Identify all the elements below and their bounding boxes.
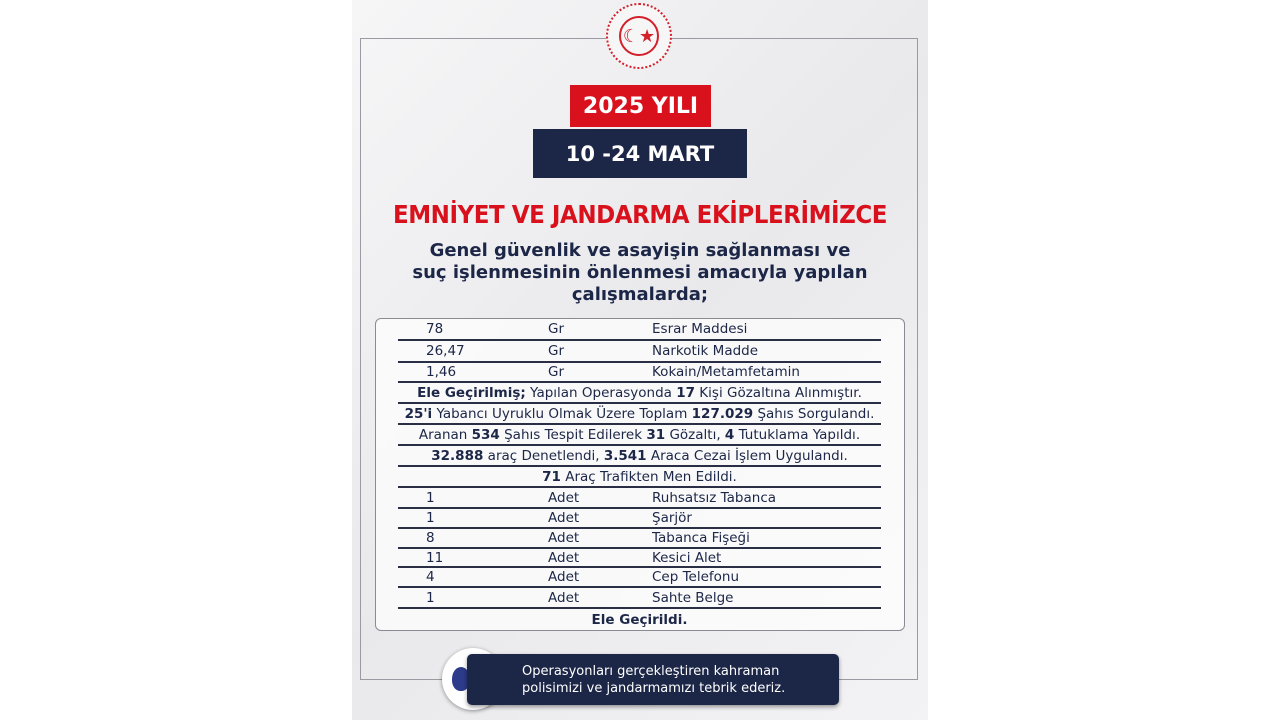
unit: Adet bbox=[548, 569, 580, 585]
amount: 26,47 bbox=[426, 343, 465, 359]
unit: Adet bbox=[548, 489, 580, 506]
statement-segment: araç Denetlendi, bbox=[483, 447, 604, 464]
unit: Gr bbox=[548, 364, 565, 380]
statement-segment: Yapılan Operasyonda bbox=[525, 384, 677, 401]
statement-segment: 534 bbox=[471, 426, 500, 443]
item-name: Ruhsatsız Tabanca bbox=[652, 489, 777, 506]
table-row bbox=[398, 549, 881, 568]
statement-segment: 71 bbox=[542, 468, 561, 485]
amount: 1,46 bbox=[426, 364, 457, 380]
statement-segment: Yabancı Uyruklu Olmak Üzere Toplam bbox=[432, 405, 692, 422]
unit: Adet bbox=[548, 510, 580, 526]
headline: EMNİYET VE JANDARMA EKİPLERİMİZCE bbox=[392, 200, 888, 229]
statement-segment: 17 bbox=[676, 384, 696, 401]
item-name: Sahte Belge bbox=[652, 589, 734, 606]
date-banner: 10 -24 MART bbox=[533, 129, 747, 178]
item-name: Tabanca Fişeği bbox=[652, 530, 750, 546]
item-name: Narkotik Madde bbox=[652, 343, 759, 359]
unit: Adet bbox=[548, 530, 580, 546]
closing-row bbox=[398, 609, 881, 630]
unit: Gr bbox=[548, 343, 565, 359]
statement-row bbox=[398, 383, 881, 404]
congratulations-banner bbox=[467, 654, 839, 705]
poster bbox=[352, 0, 928, 720]
subtitle: Genel güvenlik ve asayişin sağlanması ve suç işlenmesinin önlenmesi amacıyla yapılan çalışmalarda; bbox=[412, 240, 868, 305]
item-name: Esrar Maddesi bbox=[652, 320, 748, 337]
statement-segment: 25'i bbox=[404, 405, 433, 422]
amount: 4 bbox=[426, 569, 435, 585]
statement-row bbox=[398, 404, 881, 425]
footer-line-2: polisimizi ve jandarmamızı tebrik ederiz. bbox=[522, 681, 786, 696]
item-name: Cep Telefonu bbox=[652, 569, 740, 585]
item-name: Şarjör bbox=[652, 510, 692, 526]
statement-segment: Araç Trafikten Men Edildi. bbox=[560, 468, 737, 485]
statement-row bbox=[398, 446, 881, 467]
table-row bbox=[398, 568, 881, 588]
item-name: Kesici Alet bbox=[652, 549, 722, 566]
amount: 1 bbox=[426, 510, 435, 526]
statement-segment: Tutuklama Yapıldı. bbox=[734, 426, 861, 443]
statement-segment: Kişi Gözaltına Alınmıştır. bbox=[695, 384, 862, 401]
government-seal-icon: ☾★ bbox=[606, 3, 672, 69]
statement-segment: 32.888 bbox=[431, 447, 484, 464]
statement-segment: Şahıs Tespit Edilerek bbox=[499, 426, 647, 443]
table-row bbox=[398, 509, 881, 529]
statement-row bbox=[398, 467, 881, 488]
statement-segment: 31 bbox=[646, 426, 666, 443]
footer-line-1: Operasyonları gerçekleştiren kahraman bbox=[522, 664, 780, 679]
statement-segment: Ele Geçirilmiş; bbox=[417, 384, 526, 401]
item-name: Kokain/Metamfetamin bbox=[652, 364, 800, 380]
amount: 11 bbox=[426, 549, 444, 566]
statement-segment: Araca Cezai İşlem Uygulandı. bbox=[646, 447, 848, 464]
table-row bbox=[398, 488, 881, 509]
table-row bbox=[398, 529, 881, 549]
statement-segment: 4 bbox=[724, 426, 735, 443]
unit: Adet bbox=[548, 549, 580, 566]
table-row bbox=[398, 588, 881, 609]
table-row bbox=[398, 341, 881, 363]
closing-text: Ele Geçirildi. bbox=[591, 611, 688, 628]
amount: 78 bbox=[426, 320, 444, 337]
statement-segment: Şahıs Sorgulandı. bbox=[753, 405, 875, 422]
year-banner: 2025 YILI bbox=[570, 85, 711, 127]
table-row bbox=[398, 318, 881, 341]
unit: Adet bbox=[548, 589, 580, 606]
amount: 1 bbox=[426, 489, 435, 506]
table-row bbox=[398, 363, 881, 383]
statement-segment: 127.029 bbox=[691, 405, 754, 422]
amount: 8 bbox=[426, 530, 435, 546]
statement-segment: 3.541 bbox=[603, 447, 647, 464]
unit: Gr bbox=[548, 320, 565, 337]
statement-segment: Aranan bbox=[418, 426, 472, 443]
amount: 1 bbox=[426, 589, 435, 606]
statement-segment: Gözaltı, bbox=[665, 426, 725, 443]
statement-row bbox=[398, 425, 881, 446]
